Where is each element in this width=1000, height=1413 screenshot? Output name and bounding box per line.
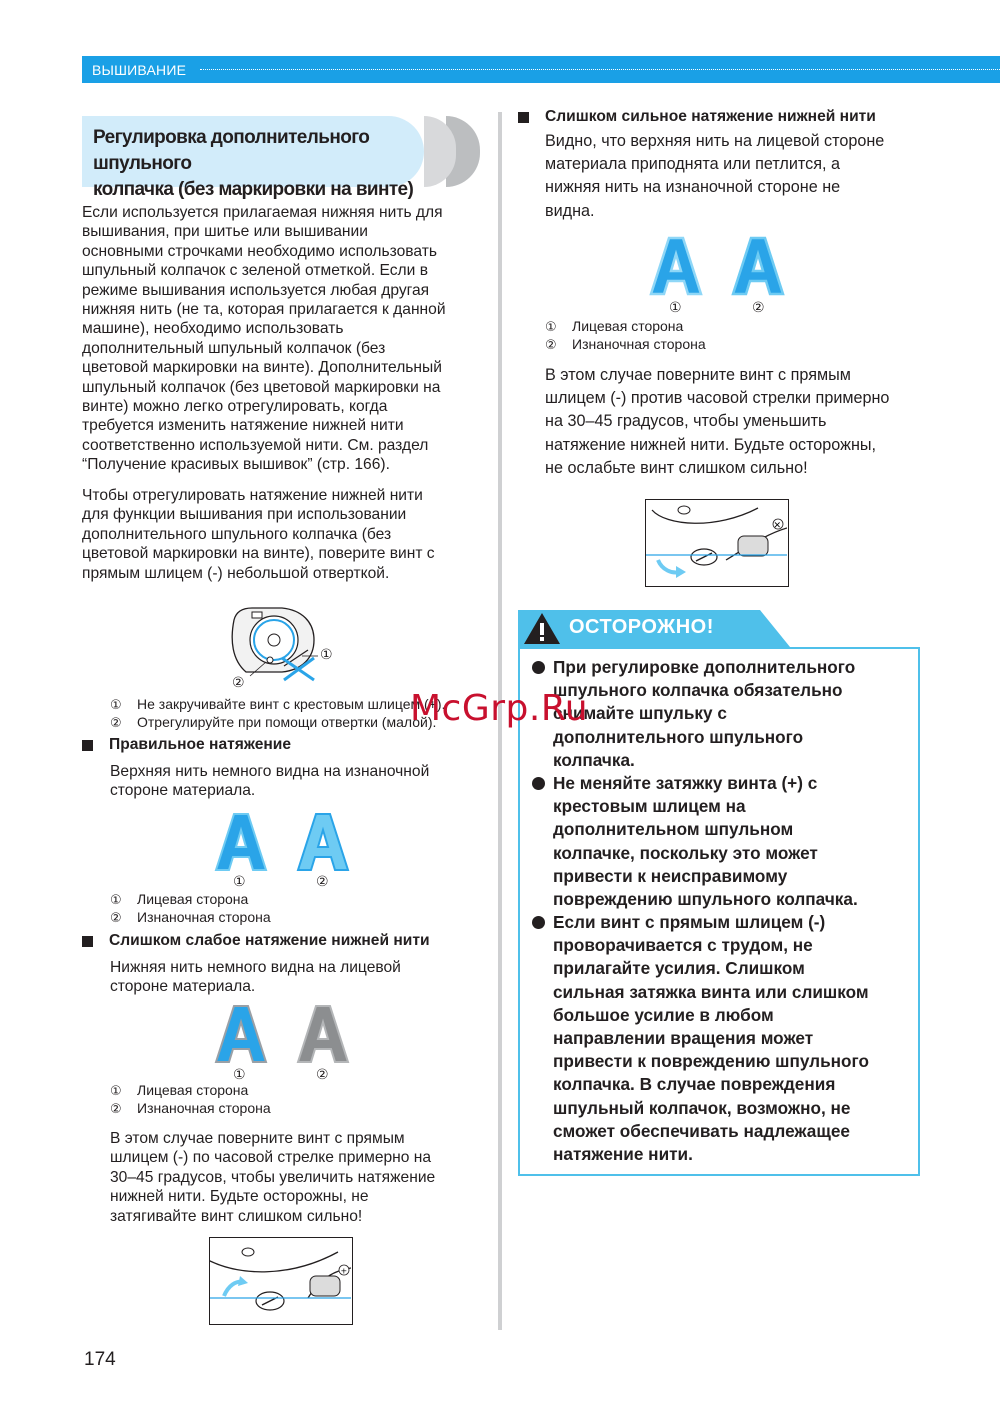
plus-icon: +	[340, 1266, 348, 1276]
bobbin-case-illustration	[222, 600, 342, 695]
sample-label-2: ②	[316, 1066, 329, 1082]
text-line: вышивания, при шитье или вышивании	[82, 223, 368, 241]
caution-item: При регулировке дополнительного шпульного колпачка обязательно снимайте шпульку с дополнительного шпульного колпачка.	[532, 656, 912, 772]
loose-tension-text	[110, 958, 401, 997]
text-line: материала приподнята или петлится, а	[545, 155, 841, 174]
text-line: режиме вышивания используется любая другая	[82, 281, 430, 299]
text-line: “Получение красивых вышивок” (стр. 166).	[82, 456, 390, 474]
bullet-icon	[532, 777, 545, 790]
square-bullet-icon	[518, 112, 529, 123]
tight-action-text	[545, 364, 889, 480]
page-number: 174	[84, 1349, 116, 1370]
text-line: цветовой маркировки на винте). Дополнительный	[82, 359, 442, 377]
loose-action-text	[110, 1129, 435, 1226]
text-line: цветовой маркировки на винте), поверите винт с	[82, 545, 435, 563]
section-label: ВЫШИВАНИЕ	[92, 62, 187, 78]
legend-row: ② Изнаночная сторона	[110, 1099, 271, 1116]
loose-legend	[110, 1082, 271, 1117]
cross-mark-icon: ✕	[773, 521, 782, 531]
clockwise-adjust-illustration	[209, 1237, 353, 1325]
caution-item: Если винт с прямым шлицем (-) проворачивается с трудом, не прилагайте усилия. Слишком сильная затяжка винта или слишком большое усилие в любом направлении вращения может привести к повреждению шпульного колпачка. В случае повреждения шпульный колпачок, возможно, не сможет обеспечивать надлежащее натяжение нити.	[532, 911, 912, 1166]
text-line: прямым шлицем (-) небольшой отверткой.	[82, 564, 390, 582]
text-line: натяжение нижней нити. Будьте осторожны,	[545, 435, 877, 454]
text-line: основными строчками необходимо использовать	[82, 242, 438, 260]
sample-label-1: ①	[233, 873, 246, 889]
callout-1: ①	[320, 646, 333, 662]
text-line: В этом случае поверните винт с прямым	[545, 366, 851, 384]
intro-paragraph	[82, 203, 446, 475]
text-line: Нижняя нить немного видна на лицевой	[110, 959, 401, 976]
text-line: требуется изменить натяжение нижней нити	[82, 417, 404, 435]
sample-label-2: ②	[752, 299, 765, 315]
caution-item: Не меняйте затяжку винта (+) с крестовым шлицем на дополнительном шпульном колпачке, поскольку это может привести к неисправимому повреждению шпульного колпачка.	[532, 772, 912, 911]
tight-stitch-samples	[647, 234, 797, 298]
square-bullet-icon	[82, 740, 93, 751]
text-line: видна.	[545, 201, 595, 220]
legend-row: ① Не закручивайте винт с крестовым шлицем (+).	[110, 696, 446, 712]
text-line: нижняя нить на изнаночной стороне не	[545, 178, 841, 197]
bullet-icon	[532, 661, 545, 674]
text-line: стороне материала.	[110, 978, 256, 996]
text-line: на 30–45 градусов, чтобы уменьшить	[545, 412, 827, 431]
text-line: Если используется прилагаемая нижняя нить для	[82, 204, 443, 221]
correct-tension-heading: Правильное натяжение	[82, 736, 291, 754]
text-line: Чтобы отрегулировать натяжение нижней нити	[82, 487, 423, 504]
correct-legend	[110, 891, 271, 926]
text-line: шлицем (-) по часовой стрелке примерно на	[110, 1149, 432, 1167]
tight-tension-heading: Слишком сильное натяжение нижней нити	[518, 108, 876, 126]
text-line: шпульный колпачок (без цветовой маркировки на	[82, 378, 441, 396]
legend-row: ① Лицевая сторона	[110, 891, 249, 907]
tight-tension-text	[545, 130, 884, 223]
heading-line-1: Регулировка дополнительного шпульного	[93, 127, 370, 174]
sample-label-2: ②	[316, 873, 329, 889]
text-line: соответственно используемой нити. См. раздел	[82, 436, 429, 454]
text-line: для функции вышивания при использовании	[82, 506, 407, 524]
loose-stitch-samples	[212, 1002, 362, 1066]
square-bullet-icon	[82, 936, 93, 947]
counterclockwise-adjust-illustration	[645, 499, 789, 587]
caution-header	[518, 610, 790, 647]
tight-legend	[545, 318, 706, 353]
text-line: машине), необходимо использовать	[82, 320, 344, 338]
legend-row: ① Лицевая сторона	[110, 1082, 249, 1098]
text-line: нижняя нить (не та, которая прилагается к данной	[82, 301, 446, 319]
section-header-bar	[82, 56, 1000, 83]
text-line: Верхняя нить немного видна на изнаночной	[110, 763, 430, 780]
section-rule	[200, 69, 1000, 70]
legend-row: ① Лицевая сторона	[545, 318, 684, 334]
text-line: дополнительного шпульного колпачка (без	[82, 525, 392, 543]
sample-label-1: ①	[669, 299, 682, 315]
watermark: McGrp.Ru	[410, 688, 589, 729]
bobbin-legend	[110, 696, 445, 731]
text-line: В этом случае поверните винт с прямым	[110, 1130, 405, 1147]
text-line: затягивайте винт слишком сильно!	[110, 1207, 363, 1225]
page-heading	[82, 116, 424, 200]
heading-line-2: колпачка (без маркировки на винте)	[93, 179, 414, 200]
adjust-paragraph	[82, 486, 435, 583]
bullet-icon	[532, 916, 545, 929]
text-line: нижней нити. Будьте осторожны, не	[110, 1188, 369, 1206]
text-line: шлицем (-) против часовой стрелки примерно	[545, 389, 890, 408]
text-line: дополнительный шпульный колпачок (без	[82, 339, 386, 357]
correct-tension-text	[110, 762, 429, 801]
legend-row: ② Отрегулируйте при помощи отвертки (малой).	[110, 713, 437, 730]
text-line: 30–45 градусов, чтобы увеличить натяжение	[110, 1168, 436, 1186]
legend-row: ② Изнаночная сторона	[545, 335, 706, 352]
legend-row: ② Изнаночная сторона	[110, 908, 271, 925]
text-line: винте) можно легко отрегулировать, когда	[82, 398, 388, 416]
sample-label-1: ①	[233, 1066, 246, 1082]
text-line: не ослабьте винт слишком сильно!	[545, 458, 808, 477]
text-line: стороне материала.	[110, 782, 256, 800]
caution-title: ОСТОРОЖНО!	[569, 616, 714, 638]
correct-stitch-samples	[212, 810, 362, 874]
text-line: Видно, что верхняя нить на лицевой стороне	[545, 132, 885, 150]
text-line: шпульный колпачок с зеленой отметкой. Если в	[82, 262, 428, 280]
loose-tension-heading: Слишком слабое натяжение нижней нити	[82, 932, 430, 950]
callout-2: ②	[232, 674, 245, 690]
